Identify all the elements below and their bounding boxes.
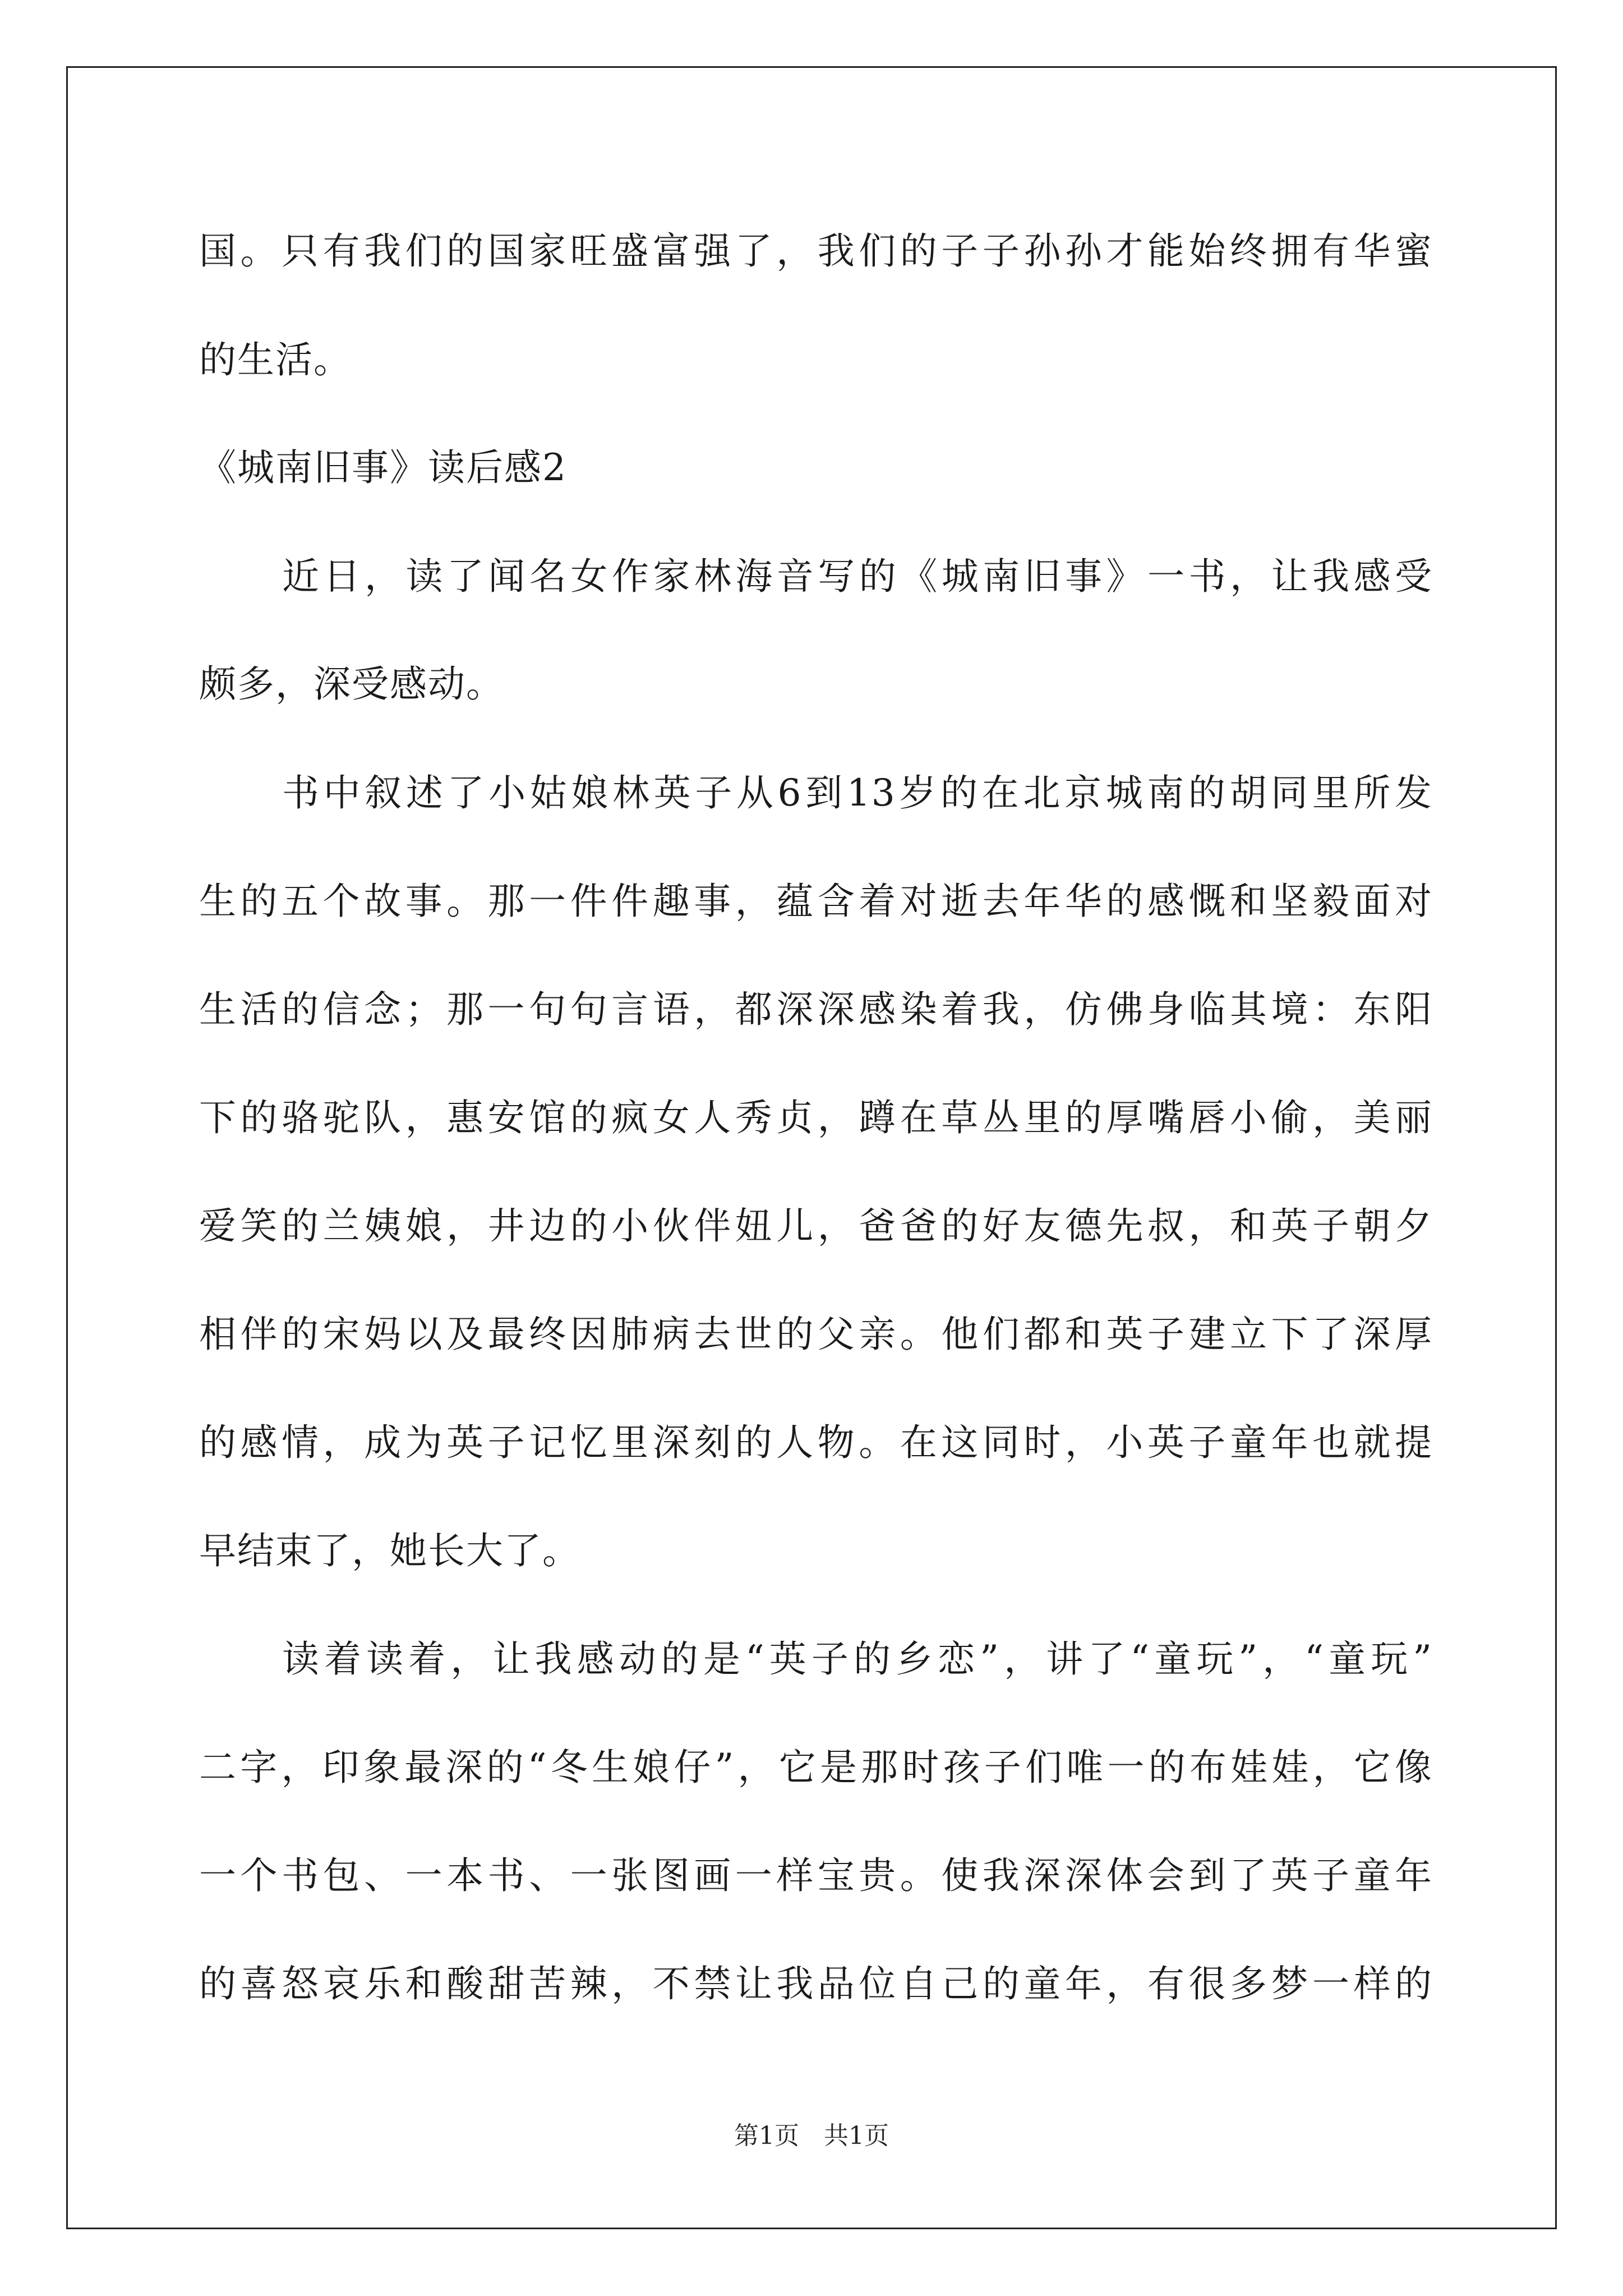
- body-line: 国。只有我们的国家旺盛富强了，我们的子子孙孙才能始终拥有华蜜: [199, 229, 1433, 273]
- body-line: 一个书包、一本书、一张图画一样宝贵。使我深深体会到了英子童年: [199, 1854, 1433, 1897]
- page-footer: [0, 2120, 1623, 2152]
- page-border: [66, 66, 1557, 2229]
- body-line: 早结束了，她长大了。: [199, 1529, 580, 1572]
- page-number: 第1页: [734, 2122, 799, 2150]
- body-line: 的喜怒哀乐和酸甜苦辣，不禁让我品位自己的童年，有很多梦一样的: [199, 1962, 1433, 2005]
- paragraph-first-line: 读着读着，让我感动的是“英子的乡恋”，讲了“童玩”，“童玩”: [282, 1637, 1433, 1681]
- body-line: 生的五个故事。那一件件趣事，蕴含着对逝去年华的感慨和坚毅面对: [199, 880, 1433, 923]
- page-total: 共1页: [824, 2122, 889, 2150]
- paragraph-first-line: 近日，读了闻名女作家林海音写的《城南旧事》一书，让我感受: [282, 555, 1433, 598]
- body-line: 相伴的宋妈以及最终因肺病去世的父亲。他们都和英子建立下了深厚: [199, 1313, 1433, 1356]
- body-line: 生活的信念；那一句句言语，都深深感染着我，仿佛身临其境：东阳: [199, 988, 1433, 1031]
- paragraph-first-line: 书中叙述了小姑娘林英子从6到13岁的在北京城南的胡同里所发: [282, 771, 1433, 815]
- body-line: 下的骆驼队，惠安馆的疯女人秀贞，蹲在草丛里的厚嘴唇小偷，美丽: [199, 1096, 1433, 1139]
- body-line: 的生活。: [199, 338, 352, 381]
- section-heading: 《城南旧事》读后感2: [199, 446, 567, 489]
- body-line: 爱笑的兰姨娘，井边的小伙伴妞儿，爸爸的好友德先叔，和英子朝夕: [199, 1204, 1433, 1248]
- body-line: 颇多，深受感动。: [199, 662, 504, 706]
- body-line: 的感情，成为英子记忆里深刻的人物。在这同时，小英子童年也就提: [199, 1421, 1433, 1464]
- body-line: 二字，印象最深的“冬生娘仔”，它是那时孩子们唯一的布娃娃，它像: [199, 1746, 1433, 1789]
